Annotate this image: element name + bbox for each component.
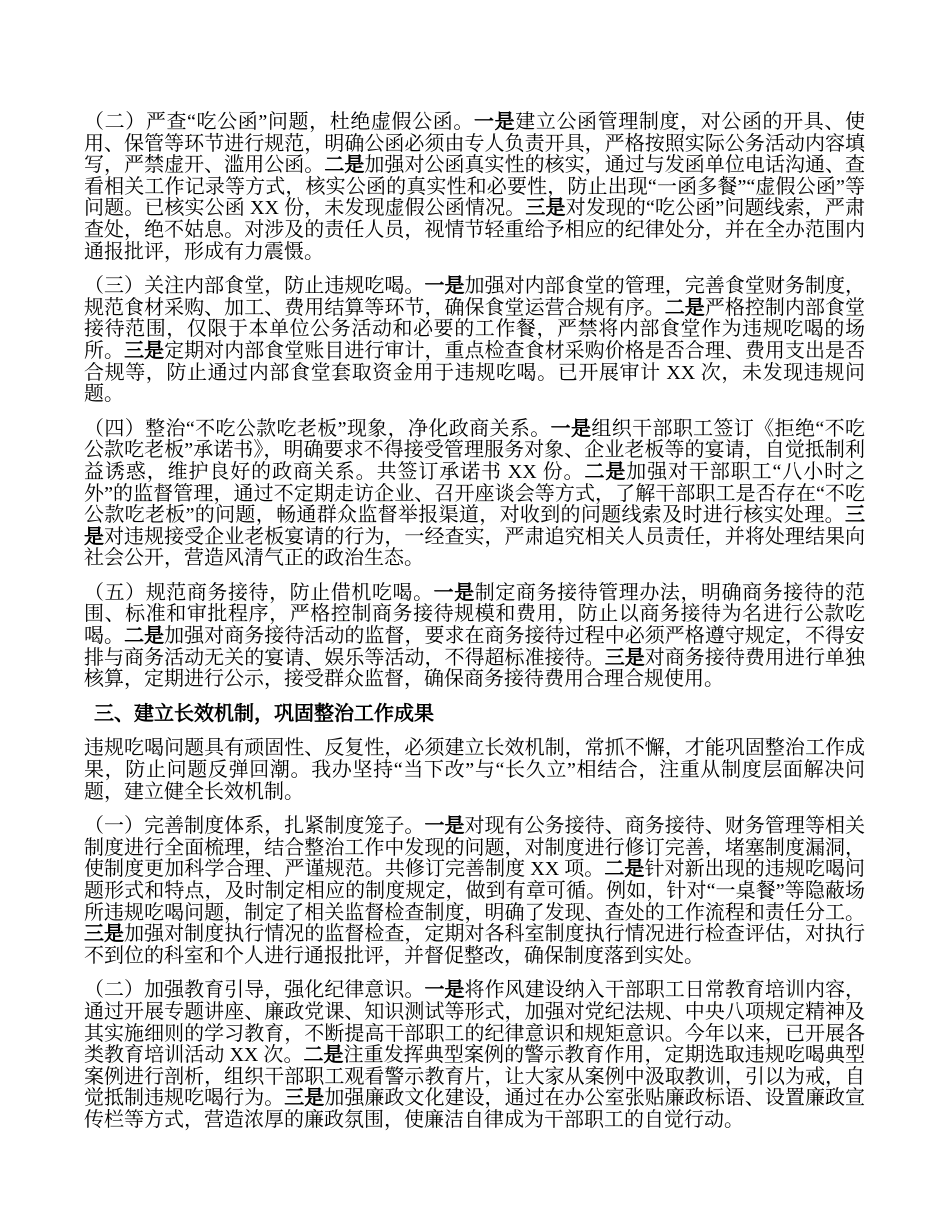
text-run: 违规吃喝问题具有顽固性、反复性，必须建立长效机制，常抓不懈，才能巩固整治工作成果，防止问题反弹回潮。我办坚持“当下改”与“长久立”相结合，注重从制度层面解决问题，建立健全长效机制。 bbox=[84, 737, 865, 803]
paragraph bbox=[84, 816, 865, 967]
emphasis-run: 二是 bbox=[324, 154, 365, 177]
emphasis-run: 三是 bbox=[84, 504, 865, 548]
text-run: 对现有公务接待、商务接待、财务管理等相关制度进行全面梳理，结合整治工作中发现的问题，对制度进行修订完善，堵塞制度漏洞，使制度更加科学合理、严谨规范。共修订完善制度 XX 项。 bbox=[84, 815, 866, 881]
text-run: 对违规接受企业老板宴请的行为，一经查实，严肃追究相关人员责任，并将处理结果向社会公开，营造风清气正的政治生态。 bbox=[84, 525, 866, 570]
text-run: 建立公函管理制度，对公函的开具、使用、保管等环节进行规范，明确公函必须由专人负责开具，严格按照实际公务活动内容填写，严禁虚开、滥用公函。 bbox=[84, 111, 866, 177]
text-run: 定期对内部食堂账目进行审计，重点检查食材采购价格是否合理、费用支出是否合规等，防止通过内部食堂套取资金用于违规吃喝。已开展审计 XX 次，未发现违规问题。 bbox=[84, 339, 866, 406]
text-run: 加强廉政文化建设，通过在办公室张贴廉政标语、设置廉政宣传栏等方式，营造浓厚的廉政氛围，使廉洁自律成为干部职工的自觉行动。 bbox=[84, 1087, 866, 1131]
paragraph bbox=[84, 980, 865, 1131]
emphasis-run: 二是 bbox=[303, 1044, 344, 1067]
emphasis-run: 二是 bbox=[124, 625, 165, 648]
text-run: 加强对干部职工“八小时之外”的监督管理，通过不定期走访企业、召开座谈会等方式，了解干部职工是否存在“不吃公款吃老板”的问题，畅通群众监督举报渠道，对收到的问题线索及时进行核实处理。 bbox=[84, 460, 865, 527]
document-body bbox=[84, 112, 865, 1145]
text-run: 将作风建设纳入干部职工日常教育培训内容，通过开展专题讲座、廉政党课、知识测试等形式，加强对党纪法规、中央八项规定精神及其实施细则的学习教育，不断提高干部职工的纪律意识和规矩意识。今年以来，已开展各类教育培训活动 XX 次。 bbox=[84, 979, 866, 1067]
emphasis-run: 一是 bbox=[424, 275, 465, 298]
paragraph bbox=[84, 738, 865, 803]
emphasis-run: 三是 bbox=[84, 923, 125, 946]
text-run: 加强对公函真实性的核实，通过与发函单位电话沟通、查看相关工作记录等方式，核实公函的真实性和必要性，防止出现“一函多餐”“虚假公函”等问题。已核实公函 XX 份，未发现虚假公函情况。 bbox=[84, 154, 866, 220]
emphasis-run: 二是 bbox=[604, 858, 645, 881]
text-run: 加强对商务接待活动的监督，要求在商务接待过程中必须严格遵守规定，不得安排与商务活动无关的宴请、娱乐等活动，不得超标准接待。 bbox=[84, 625, 866, 669]
emphasis-run: 一是 bbox=[424, 979, 465, 1002]
emphasis-run: 一是 bbox=[433, 581, 475, 604]
text-run: （一）完善制度体系，扎紧制度笼子。 bbox=[84, 815, 425, 838]
text-run: 对商务接待费用进行单独核算，定期进行公示，接受群众监督，确保商务接待费用合理合规使用。 bbox=[84, 646, 866, 691]
text-run: （三）关注内部食堂，防止违规吃喝。 bbox=[84, 275, 425, 298]
text-run: （二）加强教育引导，强化纪律意识。 bbox=[84, 979, 425, 1002]
emphasis-run: 三、建立长效机制，巩固整治工作成果 bbox=[94, 702, 434, 725]
text-run: 对发现的“吃公函”问题线索，严肃查处，绝不姑息。对涉及的责任人员，视情节轻重给予相应的纪律处分，并在全办范围内通报批评，形成有力震慑。 bbox=[84, 197, 866, 263]
text-run: 制定商务接待管理办法，明确商务接待的范围、标准和审批程序，严格控制商务接待规模和费用，防止以商务接待为名进行公款吃喝。 bbox=[84, 581, 866, 648]
text-run: （二）严查“吃公函”问题，杜绝虚假公函。 bbox=[84, 111, 474, 133]
text-run: 严格控制内部食堂接待范围，仅限于本单位公务活动和必要的工作餐，严禁将内部食堂作为违规吃喝的场所。 bbox=[84, 296, 866, 362]
emphasis-run: 一是 bbox=[550, 417, 592, 440]
section-heading bbox=[84, 704, 865, 726]
text-run: （五）规范商务接待，防止借机吃喝。 bbox=[84, 581, 434, 604]
emphasis-run: 三是 bbox=[124, 339, 165, 362]
text-run: 针对新出现的违规吃喝问题形式和特点，及时制定相应的制度规定，做到有章可循。例如，针对“一桌餐”等隐蔽场所违规吃喝问题，制定了相关监督检查制度，明确了发现、查处的工作流程和责任分工。 bbox=[84, 858, 866, 924]
emphasis-run: 三是 bbox=[284, 1087, 325, 1110]
emphasis-run: 一是 bbox=[424, 815, 465, 838]
text-run: 加强对内部食堂的管理，完善食堂财务制度，规范食材采购、加工、费用结算等环节，确保食堂运营合规有序。 bbox=[84, 275, 866, 319]
text-run: 注重发挥典型案例的警示教育作用，定期选取违规吃喝典型案例进行剖析，组织干部职工观看警示教育片，让大家从案例中汲取教训，引以为戒，自觉抵制违规吃喝行为。 bbox=[84, 1044, 866, 1110]
text-run: （四）整治“不吃公款吃老板”现象，净化政商关系。 bbox=[84, 417, 551, 440]
paragraph bbox=[84, 112, 865, 263]
emphasis-run: 三是 bbox=[525, 197, 566, 220]
emphasis-run: 一是 bbox=[473, 111, 516, 133]
paragraph bbox=[84, 276, 865, 406]
emphasis-run: 二是 bbox=[584, 460, 627, 483]
text-run: 加强对制度执行情况的监督检查，定期对各科室制度执行情况进行检查评估，对执行不到位的科室和个人进行通报批评，并督促整改，确保制度落到实处。 bbox=[84, 923, 866, 967]
paragraph bbox=[84, 419, 865, 570]
text-run: 组织干部职工签订《拒绝“不吃公款吃老板”承诺书》，明确要求不得接受管理服务对象、企业老板等的宴请，自觉抵制利益诱惑，维护良好的政商关系。共签订承诺书 XX 份。 bbox=[84, 417, 866, 483]
emphasis-run: 三是 bbox=[604, 646, 645, 669]
paragraph bbox=[84, 583, 865, 691]
emphasis-run: 二是 bbox=[664, 296, 705, 319]
